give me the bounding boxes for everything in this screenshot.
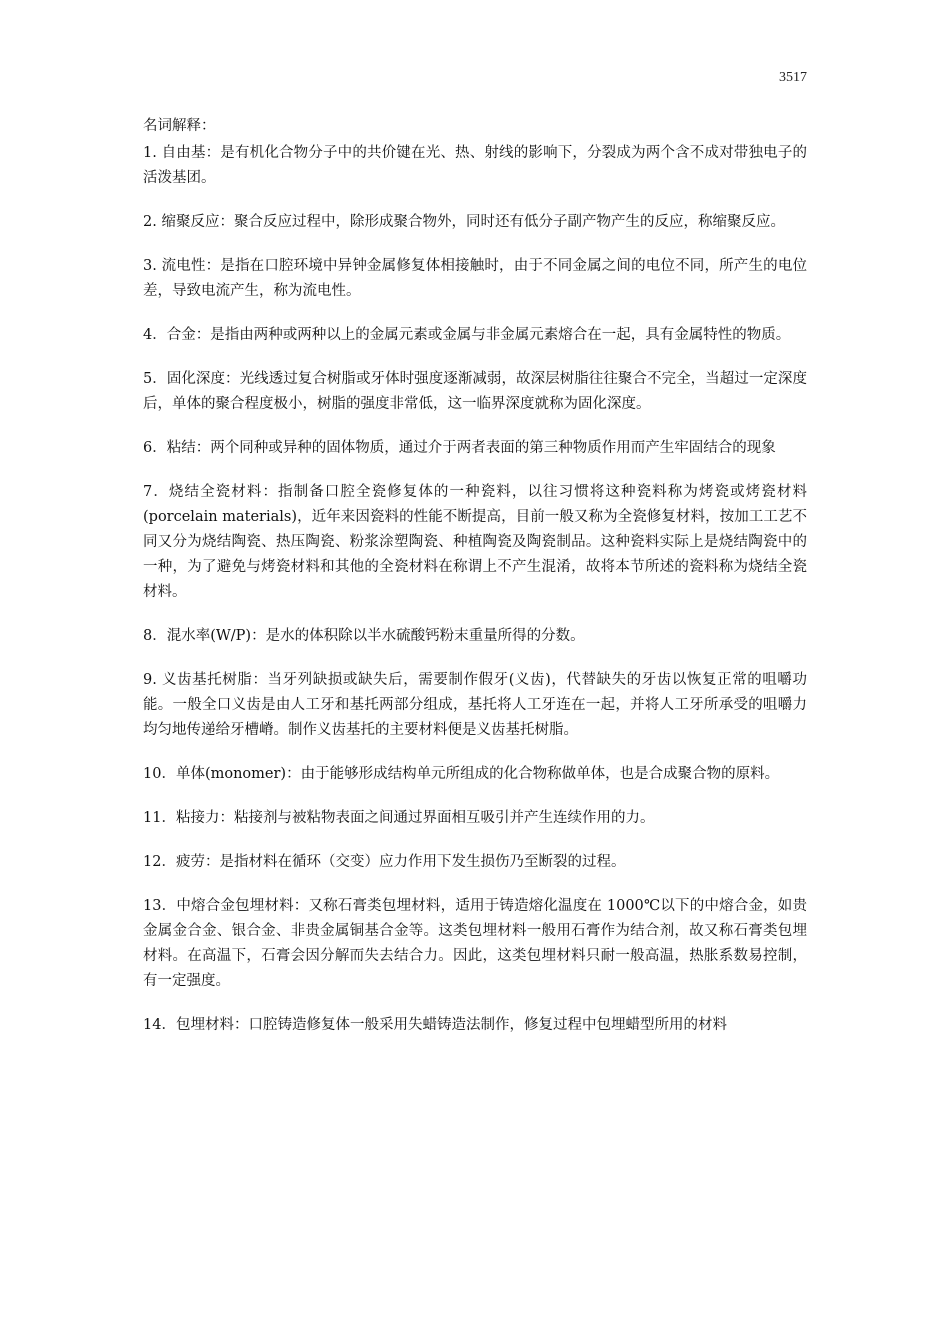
definition-entry-11: 11．粘接力：粘接剂与被粘物表面之间通过界面相互吸引并产生连续作用的力。 — [143, 810, 655, 826]
definition-entry-8: 8．混水率(W/P)：是水的体积除以半水硫酸钙粉末重量所得的分数。 — [143, 628, 585, 644]
definition-entry-2: 2. 缩聚反应：聚合反应过程中，除形成聚合物外，同时还有低分子副产物产生的反应，称缩聚反应。 — [143, 214, 785, 230]
definition-entry-6: 6．粘结：两个同种或异种的固体物质，通过介于两者表面的第三种物质作用而产生牢固结合的现象 — [143, 440, 776, 456]
definition-entry-4: 4．合金：是指由两种或两种以上的金属元素或金属与非金属元素熔合在一起，具有金属特性的物质。 — [143, 327, 791, 343]
definition-entry-7: 7．烧结全瓷材料：指制备口腔全瓷修复体的一种瓷料，以往习惯将这种瓷料称为烤瓷或烤瓷材料(porcelain materials)，近年来因瓷料的性能不断提高，目前一般又称为全瓷修复材料，按加工工艺不同又分为烧结陶瓷、热压陶瓷、粉浆涂塑陶瓷、种植陶瓷及陶瓷制品。这种瓷料实际上是烧结陶瓷中的一种，为了避免与烤瓷材料和其他的全瓷材料在称谓上不产生混淆，故将本节所述的瓷料称为烧结全瓷材料。 — [143, 484, 807, 600]
definition-entry-9: 9. 义齿基托树脂：当牙列缺损或缺失后，需要制作假牙(义齿)，代替缺失的牙齿以恢复正常的咀嚼功能。一般全口义齿是由人工牙和基托两部分组成，基托将人工牙连在一起，并将人工牙所承受的咀嚼力均匀地传递给牙槽嵴。制作义齿基托的主要材料便是义齿基托树脂。 — [143, 672, 807, 738]
definition-entry-5: 5．固化深度：光线透过复合树脂或牙体时强度逐渐减弱，故深层树脂往往聚合不完全，当超过一定深度后，单体的聚合程度极小，树脂的强度非常低，这一临界深度就称为固化深度。 — [143, 371, 807, 412]
definition-entry-13: 13．中熔合金包埋材料：又称石膏类包埋材料，适用于铸造熔化温度在 1000℃以下的中熔合金，如贵金属金合金、银合金、非贵金属铜基合金等。这类包埋材料一般用石膏作为结合剂，故又称石膏类包埋材料。在高温下，石膏会因分解而失去结合力。因此，这类包埋材料只耐一般高温，热胀系数易控制，有一定强度。 — [143, 898, 807, 989]
page-number: 3517 — [779, 70, 807, 85]
definition-entry-12: 12．疲劳：是指材料在循环（交变）应力作用下发生损伤乃至断裂的过程。 — [143, 854, 626, 870]
definition-entry-3: 3. 流电性：是指在口腔环境中异钟金属修复体相接触时，由于不同金属之间的电位不同，所产生的电位差，导致电流产生，称为流电性。 — [143, 258, 807, 299]
section-heading: 名词解释： — [143, 118, 216, 134]
document-body — [143, 114, 807, 1057]
definition-entry-14: 14．包埋材料：口腔铸造修复体一般采用失蜡铸造法制作，修复过程中包埋蜡型所用的材料 — [143, 1017, 727, 1033]
definition-entry-1: 1. 自由基：是有机化合物分子中的共价键在光、热、射线的影响下，分裂成为两个含不成对带独电子的活泼基团。 — [143, 145, 807, 186]
definition-entry-10: 10．单体(monomer)：由于能够形成结构单元所组成的化合物称做单体，也是合成聚合物的原料。 — [143, 766, 780, 782]
